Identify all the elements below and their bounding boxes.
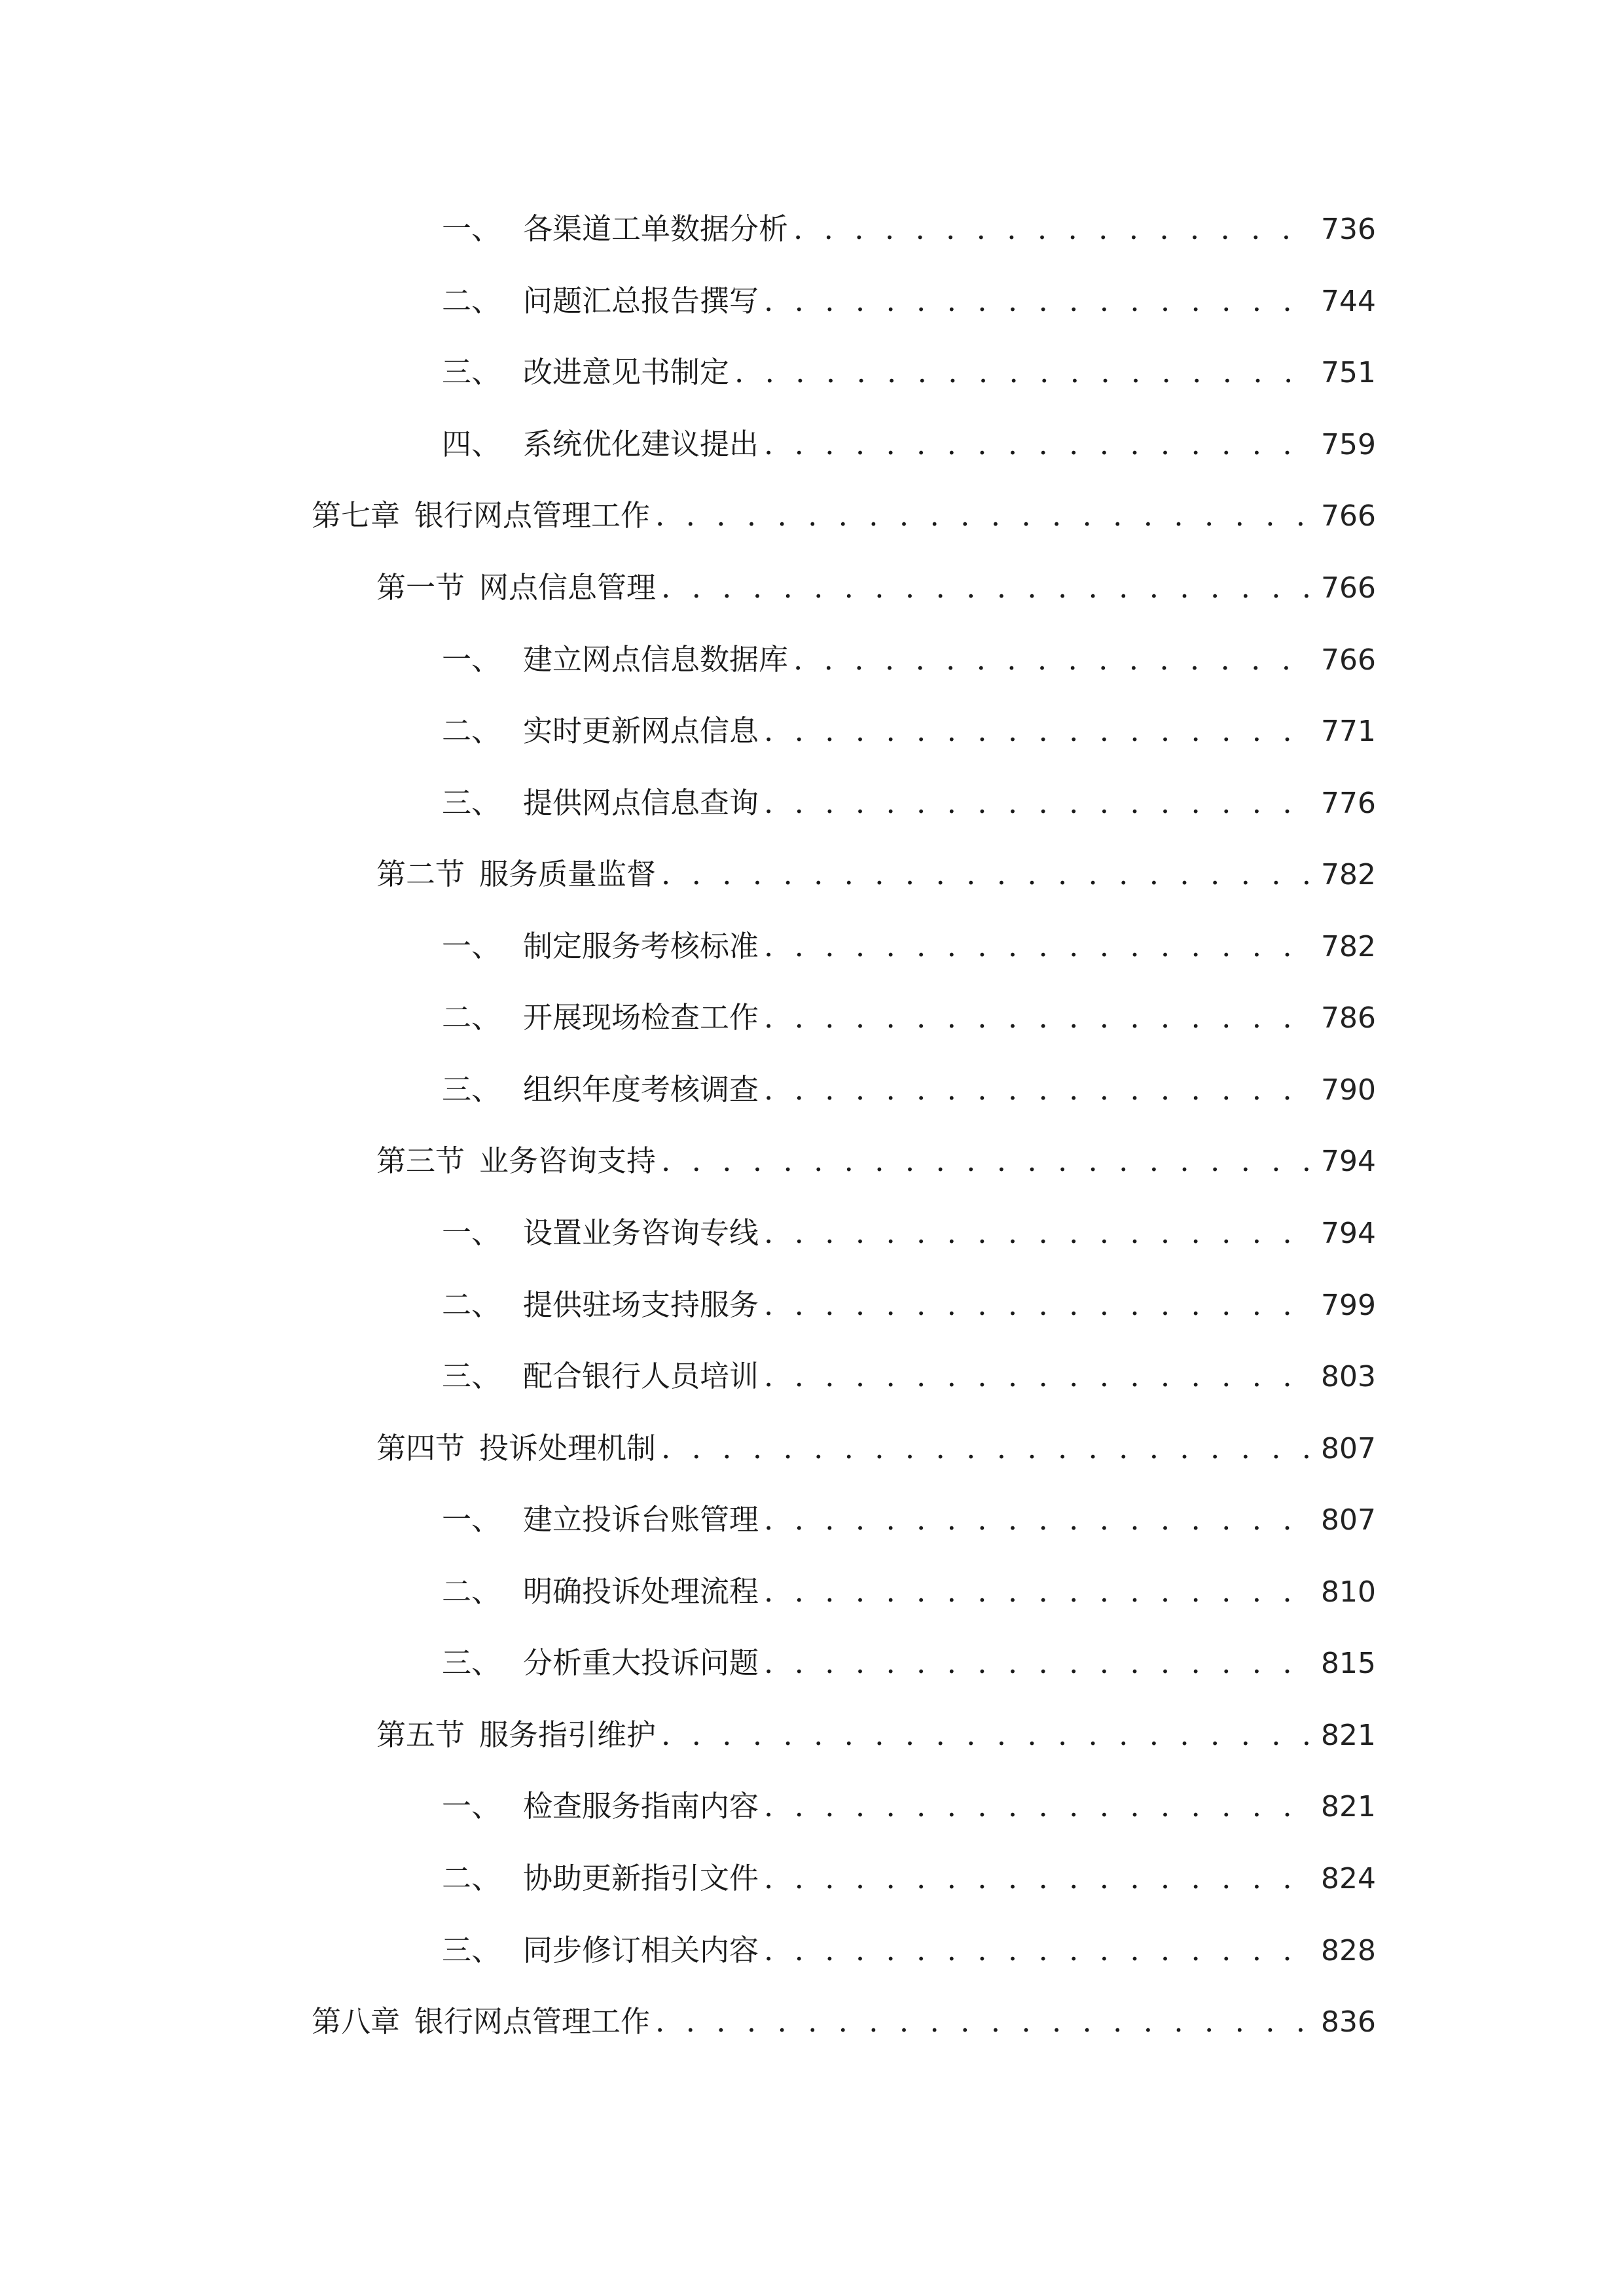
toc-entry-marker: 三、	[442, 1072, 501, 1107]
toc-page-number: 759	[1321, 428, 1376, 461]
toc-dot-leader	[661, 562, 1314, 614]
toc-page-number: 744	[1321, 285, 1376, 318]
toc-entry[interactable]	[442, 777, 1376, 829]
toc-entry-title: 银行网点管理工作	[414, 498, 651, 533]
toc-entry-marker: 一、	[442, 1789, 501, 1823]
toc-dot-leader	[764, 1566, 1314, 1618]
toc-page-number: 766	[1321, 571, 1376, 605]
toc-dot-leader	[655, 1996, 1314, 2048]
toc-entry[interactable]	[442, 1350, 1376, 1403]
toc-entry-marker: 二、	[442, 713, 501, 748]
toc-entry-title: 组织年度考核调查	[523, 1072, 759, 1107]
toc-dot-leader	[764, 275, 1314, 327]
toc-entry[interactable]	[442, 634, 1376, 686]
toc-page-number: 766	[1321, 643, 1376, 677]
toc-page-number: 782	[1321, 930, 1376, 963]
toc-page-number: 799	[1321, 1289, 1376, 1322]
toc-page-number: 786	[1321, 1001, 1376, 1035]
toc-entry-title: 提供网点信息查询	[523, 785, 759, 820]
toc-page-number: 821	[1321, 1719, 1376, 1752]
toc-entry-title: 改进意见书制定	[523, 355, 730, 389]
toc-entry-marker: 二、	[442, 1861, 501, 1895]
toc-entry-marker: 一、	[442, 929, 501, 963]
toc-dot-leader	[661, 1709, 1314, 1761]
toc-entry-title: 系统优化建议提出	[523, 427, 759, 461]
toc-page-number: 807	[1321, 1432, 1376, 1465]
toc-entry-marker: 二、	[442, 1574, 501, 1609]
toc-page-number: 824	[1321, 1862, 1376, 1895]
toc-entry[interactable]	[442, 1852, 1376, 1905]
toc-page-number: 810	[1321, 1575, 1376, 1609]
toc-entry-title: 协助更新指引文件	[523, 1861, 759, 1895]
toc-section[interactable]	[376, 1709, 1376, 1761]
toc-entry[interactable]	[442, 992, 1376, 1044]
toc-entry-marker: 第二节	[376, 857, 465, 891]
toc-page-number: 807	[1321, 1503, 1376, 1537]
toc-entry-marker: 二、	[442, 283, 501, 318]
toc-entry-title: 服务指引维护	[479, 1717, 657, 1752]
toc-entry[interactable]	[442, 1780, 1376, 1833]
toc-dot-leader	[655, 490, 1314, 542]
toc-entry[interactable]	[442, 1637, 1376, 1689]
toc-chapter[interactable]	[312, 1996, 1376, 2048]
toc-page-number: 821	[1321, 1790, 1376, 1823]
toc-entry[interactable]	[442, 1064, 1376, 1116]
toc-dot-leader	[734, 346, 1314, 399]
toc-entry-marker: 第五节	[376, 1717, 465, 1752]
toc-entry[interactable]	[442, 1566, 1376, 1618]
toc-entry[interactable]	[442, 705, 1376, 757]
toc-section[interactable]	[376, 848, 1376, 901]
toc-dot-leader	[764, 1350, 1314, 1403]
toc-entry-title: 各渠道工单数据分析	[523, 211, 789, 246]
toc-entry[interactable]	[442, 1207, 1376, 1259]
toc-page-number: 836	[1321, 2005, 1376, 2039]
toc-entry-marker: 一、	[442, 642, 501, 677]
toc-entry-marker: 一、	[442, 1215, 501, 1250]
toc-dot-leader	[661, 1422, 1314, 1475]
toc-entry-title: 实时更新网点信息	[523, 713, 759, 748]
toc-entry-title: 开展现场检查工作	[523, 1000, 759, 1035]
toc-dot-leader	[764, 1064, 1314, 1116]
toc-dot-leader	[764, 1852, 1314, 1905]
toc-entry-marker: 第三节	[376, 1143, 465, 1178]
toc-entry-title: 分析重大投诉问题	[523, 1645, 759, 1680]
toc-entry-title: 问题汇总报告撰写	[523, 283, 759, 318]
toc-entry-marker: 四、	[442, 427, 501, 461]
toc-entry-marker: 二、	[442, 1000, 501, 1035]
toc-entry-title: 制定服务考核标准	[523, 929, 759, 963]
toc-dot-leader	[793, 203, 1314, 255]
toc-entry-marker: 三、	[442, 1933, 501, 1967]
toc-entry-title: 业务咨询支持	[479, 1143, 657, 1178]
toc-dot-leader	[764, 920, 1314, 973]
toc-dot-leader	[764, 1780, 1314, 1833]
toc-entry-marker: 三、	[442, 1645, 501, 1680]
toc-dot-leader	[764, 1494, 1314, 1546]
toc-entry-title: 明确投诉处理流程	[523, 1574, 759, 1609]
toc-entry-title: 同步修订相关内容	[523, 1933, 759, 1967]
toc-section[interactable]	[376, 1135, 1376, 1187]
toc-entry[interactable]	[442, 1924, 1376, 1977]
toc-chapter[interactable]	[312, 490, 1376, 542]
toc-page-number: 794	[1321, 1217, 1376, 1250]
toc-dot-leader	[661, 1135, 1314, 1187]
toc-entry-title: 建立投诉台账管理	[523, 1502, 759, 1537]
toc-entry-marker: 三、	[442, 785, 501, 820]
toc-entry-title: 银行网点管理工作	[414, 2004, 651, 2039]
toc-entry-marker: 第四节	[376, 1431, 465, 1465]
toc-dot-leader	[764, 1279, 1314, 1331]
toc-dot-leader	[764, 992, 1314, 1044]
toc-entry-title: 配合银行人员培训	[523, 1359, 759, 1393]
toc-dot-leader	[793, 634, 1314, 686]
toc-entry-title: 检查服务指南内容	[523, 1789, 759, 1823]
toc-page-number: 751	[1321, 356, 1376, 389]
toc-entry[interactable]	[442, 275, 1376, 327]
toc-page-number: 776	[1321, 787, 1376, 820]
toc-entry-title: 投诉处理机制	[479, 1431, 657, 1465]
toc-page-number: 815	[1321, 1647, 1376, 1680]
toc-page-number: 803	[1321, 1360, 1376, 1393]
toc-entry[interactable]	[442, 1279, 1376, 1331]
toc-dot-leader	[764, 1924, 1314, 1977]
toc-entry-marker: 第一节	[376, 570, 465, 605]
toc-entry-marker: 三、	[442, 1359, 501, 1393]
toc-dot-leader	[661, 848, 1314, 901]
toc-entry-title: 建立网点信息数据库	[523, 642, 789, 677]
toc-entry-title: 网点信息管理	[479, 570, 657, 605]
toc-entry[interactable]	[442, 418, 1376, 471]
toc-entry[interactable]	[442, 346, 1376, 399]
toc-entry-marker: 三、	[442, 355, 501, 389]
toc-page-number: 766	[1321, 499, 1376, 533]
toc-page-number: 794	[1321, 1145, 1376, 1178]
toc-dot-leader	[764, 1637, 1314, 1689]
toc-dot-leader	[764, 705, 1314, 757]
toc-dot-leader	[764, 777, 1314, 829]
toc-entry-marker: 第七章	[312, 498, 401, 533]
toc-page-number: 790	[1321, 1073, 1376, 1107]
toc-entry-marker: 二、	[442, 1287, 501, 1322]
toc-entry[interactable]	[442, 1494, 1376, 1546]
toc-page-number: 736	[1321, 213, 1376, 246]
toc-entry-marker: 第八章	[312, 2004, 401, 2039]
toc-entry-marker: 一、	[442, 1502, 501, 1537]
toc-entry-title: 提供驻场支持服务	[523, 1287, 759, 1322]
toc-entry-marker: 一、	[442, 211, 501, 246]
toc-entry[interactable]	[442, 203, 1376, 255]
toc-dot-leader	[764, 1207, 1314, 1259]
toc-page-number: 771	[1321, 715, 1376, 748]
toc-dot-leader	[764, 418, 1314, 471]
toc-page-number: 782	[1321, 858, 1376, 891]
toc-entry-title: 设置业务咨询专线	[523, 1215, 759, 1250]
toc-entry-title: 服务质量监督	[479, 857, 657, 891]
toc-section[interactable]	[376, 562, 1376, 614]
toc-entry[interactable]	[442, 920, 1376, 973]
toc-page-number: 828	[1321, 1934, 1376, 1967]
toc-section[interactable]	[376, 1422, 1376, 1475]
